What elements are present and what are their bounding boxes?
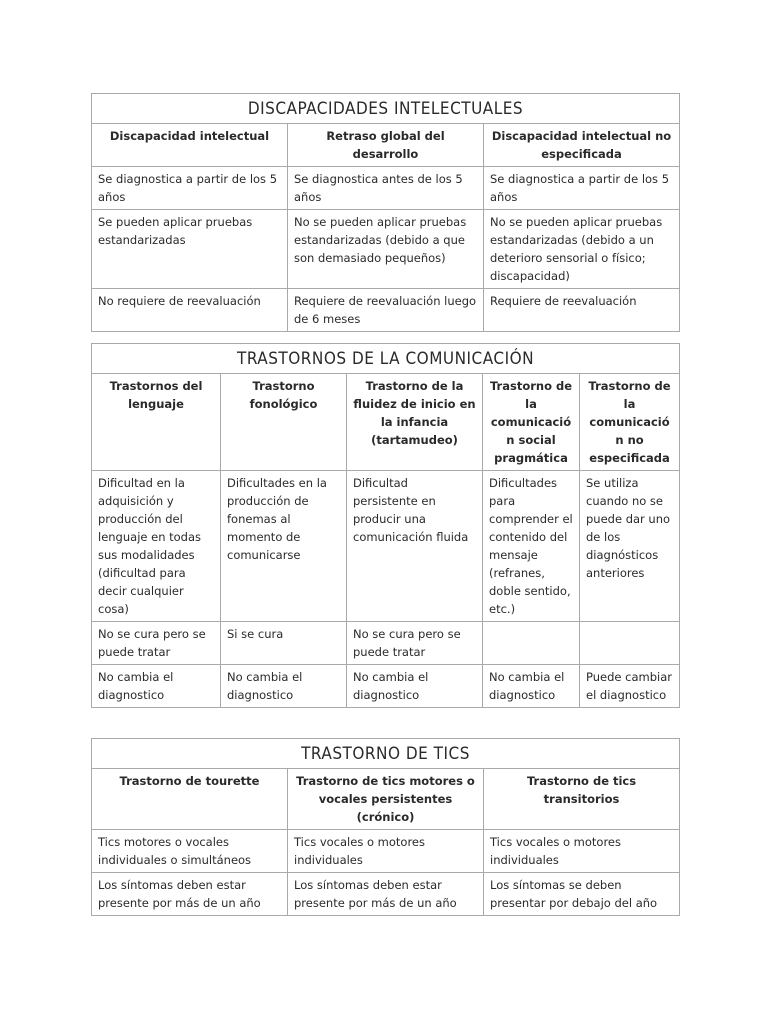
table-cell: Los síntomas se deben presentar por debajo del año xyxy=(484,873,680,916)
table-cell: No se pueden aplicar pruebas estandarizadas (debido a un deterioro sensorial o físico; discapacidad) xyxy=(484,210,680,289)
column-header: Trastorno de tics transitorios xyxy=(484,769,680,830)
table-cell: Tics motores o vocales individuales o simultáneos xyxy=(92,830,288,873)
column-header: Retraso global del desarrollo xyxy=(288,124,484,167)
column-header: Trastorno de la comunicación no especificada xyxy=(580,374,680,471)
table-cell xyxy=(483,622,580,665)
table-row xyxy=(92,622,680,665)
table-cell: Dificultad persistente en producir una comunicación fluida xyxy=(347,471,483,622)
table-cell: No se pueden aplicar pruebas estandarizadas (debido a que son demasiado pequeños) xyxy=(288,210,484,289)
table-row xyxy=(92,830,680,873)
column-header: Trastorno de la comunicación social pragmática xyxy=(483,374,580,471)
table-cell: Requiere de reevaluación xyxy=(484,289,680,332)
table-cell: Dificultades para comprender el contenido del mensaje (refranes, doble sentido, etc.) xyxy=(483,471,580,622)
table-row xyxy=(92,210,680,289)
table-cell: No requiere de reevaluación xyxy=(92,289,288,332)
table-trastorno-tics xyxy=(91,738,680,916)
column-header: Trastorno de la fluidez de inicio en la infancia (tartamudeo) xyxy=(347,374,483,471)
table-header-row xyxy=(92,769,680,830)
table-cell: Dificultades en la producción de fonemas al momento de comunicarse xyxy=(221,471,347,622)
table-title: TRASTORNO DE TICS xyxy=(92,739,680,769)
table-header-row xyxy=(92,374,680,471)
table-cell: No se cura pero se puede tratar xyxy=(347,622,483,665)
table-cell: Si se cura xyxy=(221,622,347,665)
table-trastornos-comunicacion xyxy=(91,343,680,708)
table-cell: Se diagnostica a partir de los 5 años xyxy=(92,167,288,210)
table-cell: Se pueden aplicar pruebas estandarizadas xyxy=(92,210,288,289)
table-cell xyxy=(580,622,680,665)
table-row xyxy=(92,289,680,332)
table-cell: No cambia el diagnostico xyxy=(221,665,347,708)
table-row xyxy=(92,665,680,708)
table-cell: No se cura pero se puede tratar xyxy=(92,622,221,665)
table-cell: Puede cambiar el diagnostico xyxy=(580,665,680,708)
table-title-row xyxy=(92,344,680,374)
column-header: Discapacidad intelectual xyxy=(92,124,288,167)
column-header: Discapacidad intelectual no especificada xyxy=(484,124,680,167)
table-header-row xyxy=(92,124,680,167)
table-row xyxy=(92,471,680,622)
table-title: DISCAPACIDADES INTELECTUALES xyxy=(92,94,680,124)
table-cell: Se diagnostica antes de los 5 años xyxy=(288,167,484,210)
column-header: Trastornos del lenguaje xyxy=(92,374,221,471)
column-header: Trastorno fonológico xyxy=(221,374,347,471)
table-cell: Los síntomas deben estar presente por más de un año xyxy=(92,873,288,916)
column-header: Trastorno de tics motores o vocales persistentes (crónico) xyxy=(288,769,484,830)
table-cell: Dificultad en la adquisición y producción del lenguaje en todas sus modalidades (dificultad para decir cualquier cosa) xyxy=(92,471,221,622)
table-title: TRASTORNOS DE LA COMUNICACIÓN xyxy=(92,344,680,374)
table-cell: No cambia el diagnostico xyxy=(483,665,580,708)
table-cell: No cambia el diagnostico xyxy=(347,665,483,708)
table-cell: Requiere de reevaluación luego de 6 meses xyxy=(288,289,484,332)
table-title-row xyxy=(92,94,680,124)
table-row xyxy=(92,873,680,916)
table-discapacidades-intelectuales xyxy=(91,93,680,332)
table-cell: Tics vocales o motores individuales xyxy=(484,830,680,873)
table-cell: Los síntomas deben estar presente por más de un año xyxy=(288,873,484,916)
table-title-row xyxy=(92,739,680,769)
table-cell: Tics vocales o motores individuales xyxy=(288,830,484,873)
table-cell: Se diagnostica a partir de los 5 años xyxy=(484,167,680,210)
table-cell: Se utiliza cuando no se puede dar uno de los diagnósticos anteriores xyxy=(580,471,680,622)
table-row xyxy=(92,167,680,210)
column-header: Trastorno de tourette xyxy=(92,769,288,830)
table-cell: No cambia el diagnostico xyxy=(92,665,221,708)
